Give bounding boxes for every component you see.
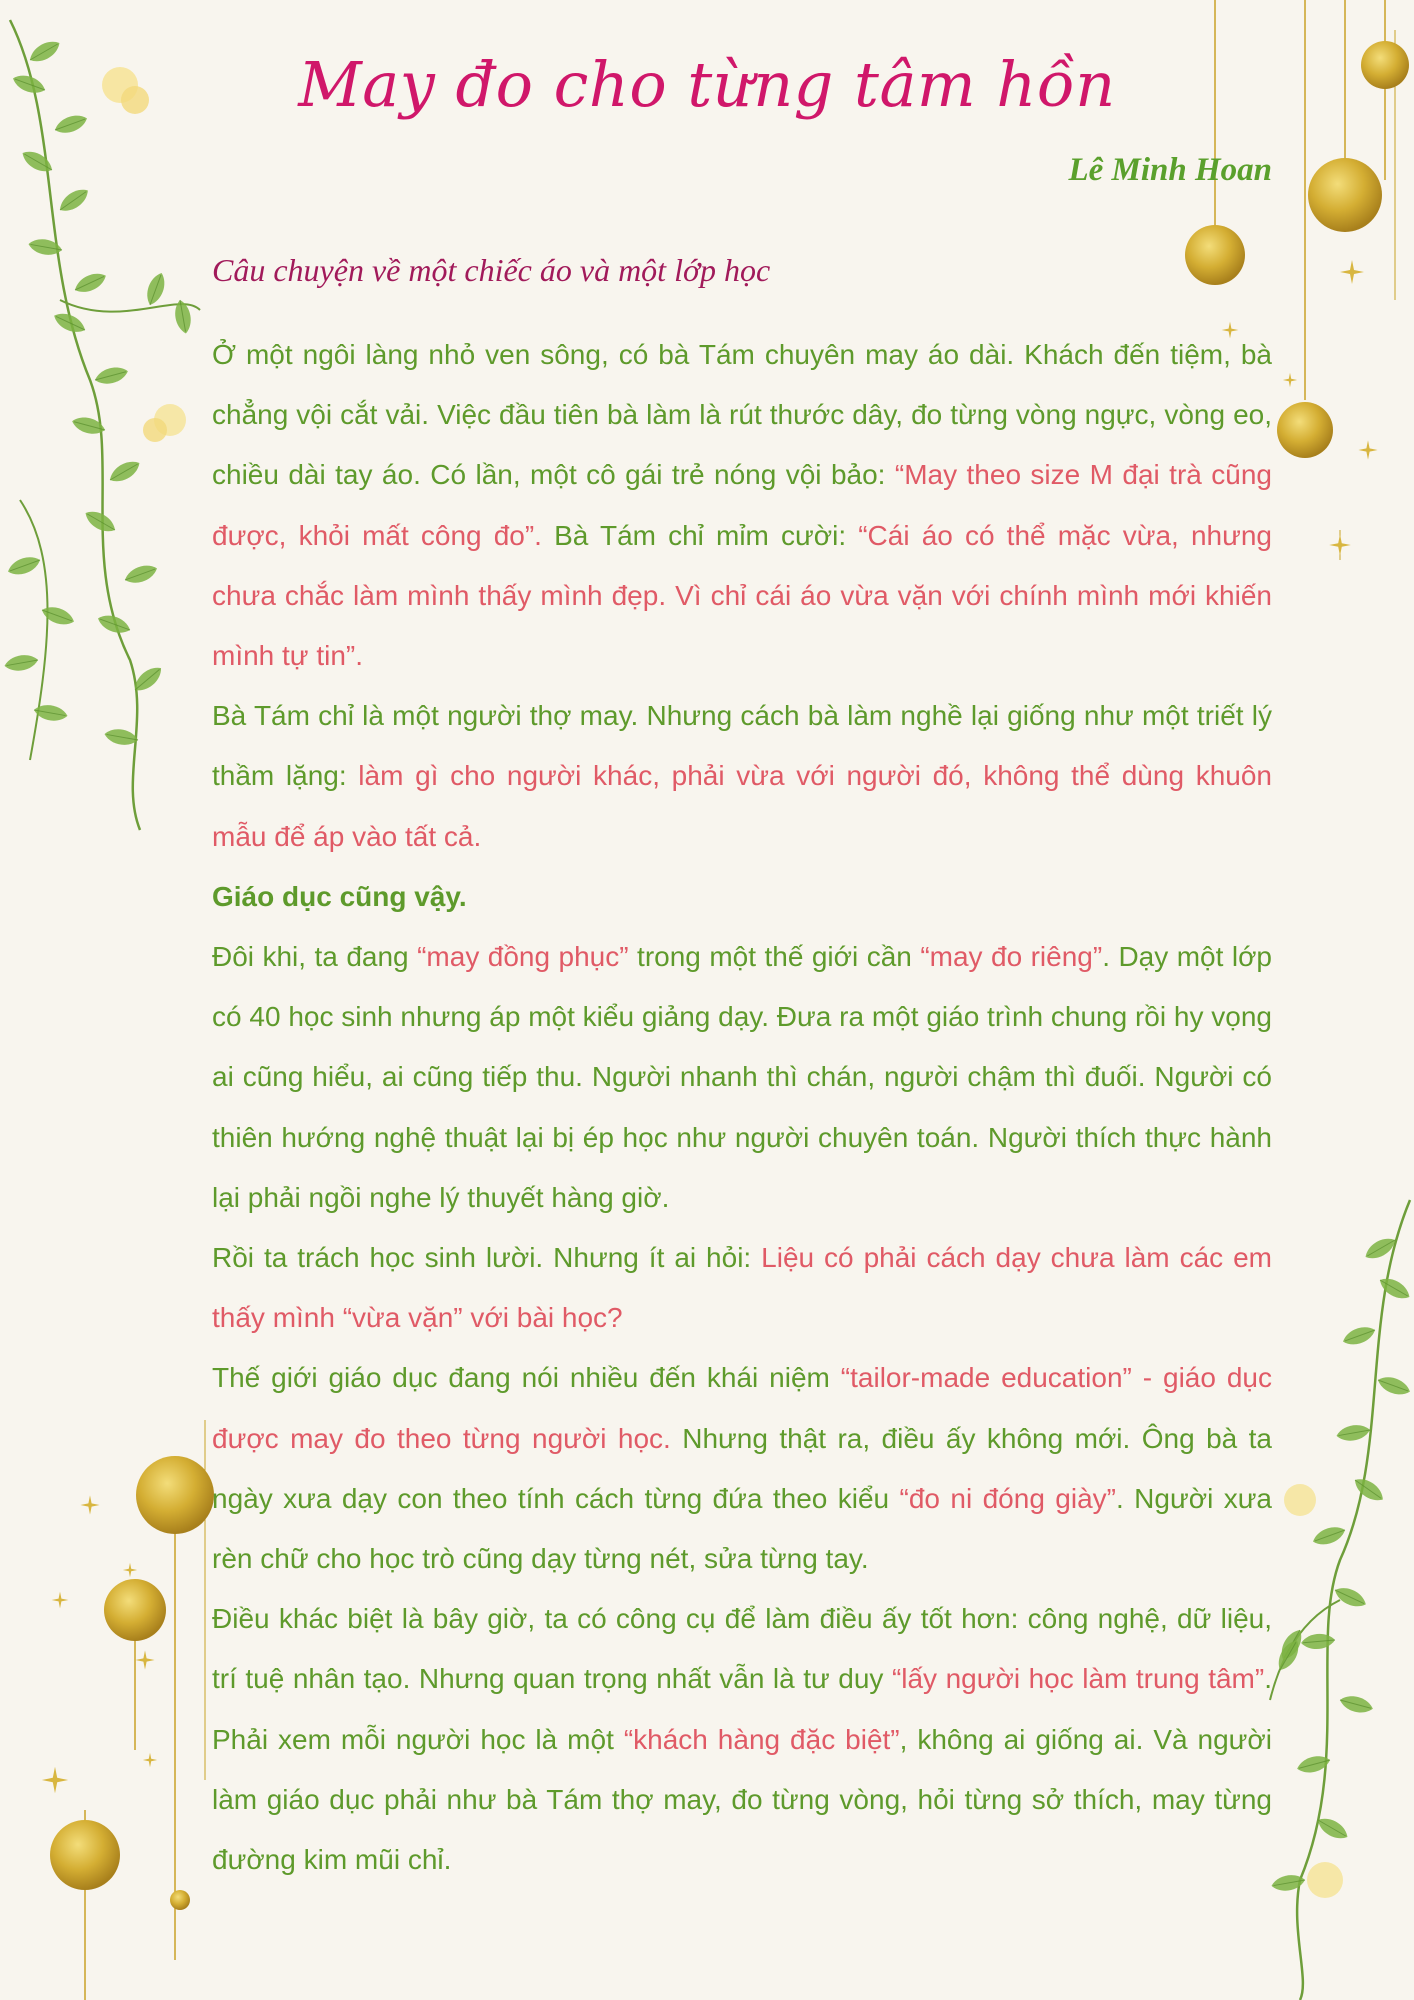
- body-paragraph: [212, 325, 1272, 686]
- author-name: Lê Minh Hoan: [1068, 152, 1272, 188]
- gold-ornament-icon: [50, 1420, 214, 2000]
- body-paragraph: [212, 686, 1272, 867]
- paragraph-text: trong một thế giới cần: [628, 941, 921, 973]
- highlight-text: “tailor-made education” - giáo dục được may đo theo từng người học.: [212, 1362, 1272, 1454]
- highlight-text: làm gì cho người khác, phải vừa với người đó, không thể dùng khuôn mẫu để áp vào tất cả.: [212, 760, 1272, 852]
- paragraph-text: Bà Tám chỉ mỉm cười:: [541, 519, 859, 551]
- highlight-text: “lấy người học làm trung tâm”: [891, 1663, 1265, 1695]
- body-paragraph: [212, 1228, 1272, 1348]
- paragraph-text: . Phải xem mỗi người học là một: [212, 1663, 1272, 1755]
- highlight-text: “Cái áo có thể mặc vừa, nhưng chưa chắc làm mình thấy mình đẹp. Vì chỉ cái áo vừa vặn với chính mình mới khiến mình tự tin”.: [212, 519, 1272, 672]
- article-body: [212, 325, 1272, 1890]
- highlight-text: “may đồng phục”: [417, 941, 629, 973]
- section-heading: Giáo dục cũng vậy.: [212, 880, 467, 912]
- paragraph-text: Đôi khi, ta đang: [212, 941, 418, 973]
- body-paragraph: [212, 867, 1272, 927]
- article-subtitle: Câu chuyện về một chiếc áo và một lớp học: [212, 252, 771, 288]
- highlight-text: “đo ni đóng giày”: [899, 1482, 1116, 1514]
- highlight-text: “may đo riêng”: [920, 941, 1103, 973]
- paragraph-text: Bà Tám chỉ là một người thợ may. Nhưng cách bà làm nghề lại giống như một triết lý thầm lặng:: [212, 700, 1272, 792]
- paragraph-text: Thế giới giáo dục đang nói nhiều đến khái niệm: [212, 1362, 841, 1394]
- body-paragraph: [212, 927, 1272, 1228]
- page-title: May đo cho từng tâm hồn: [298, 48, 1116, 121]
- body-paragraph: [212, 1589, 1272, 1890]
- paragraph-text: Điều khác biệt là bây giờ, ta có công cụ để làm điều ấy tốt hơn: công nghệ, dữ liệu, trí tuệ nhân tạo. Nhưng quan trọng nhất vẫn là tư duy: [212, 1603, 1272, 1695]
- paragraph-text: . Người xưa rèn chữ cho học trò cũng dạy từng nét, sửa từng tay.: [212, 1482, 1273, 1575]
- highlight-text: Liệu có phải cách dạy chưa làm các em thấy mình “vừa vặn” với bài học?: [212, 1242, 1272, 1334]
- paragraph-text: Rồi ta trách học sinh lười. Nhưng ít ai hỏi:: [212, 1242, 762, 1274]
- paragraph-text: . Dạy một lớp có 40 học sinh nhưng áp một kiểu giảng dạy. Đưa ra một giáo trình chung rồi hy vọng ai cũng hiểu, ai cũng tiếp thu. Người nhanh thì chán, người chậm thì đuối. Người có thiên hướng nghệ thuật lại bị ép học như người chuyên toán. Người thích thực hành lại phải ngồi nghe lý thuyết hàng giờ.: [212, 941, 1273, 1213]
- highlight-text: “May theo size M đại trà cũng được, khỏi mất công đo”.: [212, 459, 1272, 551]
- paragraph-text: Nhưng thật ra, điều ấy không mới. Ông bà ta ngày xưa dạy con theo tính cách từng đứa theo kiểu: [212, 1422, 1272, 1514]
- body-paragraph: [212, 1348, 1272, 1589]
- highlight-text: “khách hàng đặc biệt”: [623, 1723, 900, 1755]
- paragraph-text: , không ai giống ai. Và người làm giáo dục phải như bà Tám thợ may, đo từng vòng, hỏi từng sở thích, may từng đường kim mũi chỉ.: [212, 1723, 1273, 1876]
- paragraph-text: Ở một ngôi làng nhỏ ven sông, có bà Tám chuyên may áo dài. Khách đến tiệm, bà chẳng vội cắt vải. Việc đầu tiên bà làm là rút thước dây, đo từng vòng ngực, vòng eo, chiều dài tay áo. Có lần, một cô gái trẻ nóng vội bảo:: [212, 339, 1272, 491]
